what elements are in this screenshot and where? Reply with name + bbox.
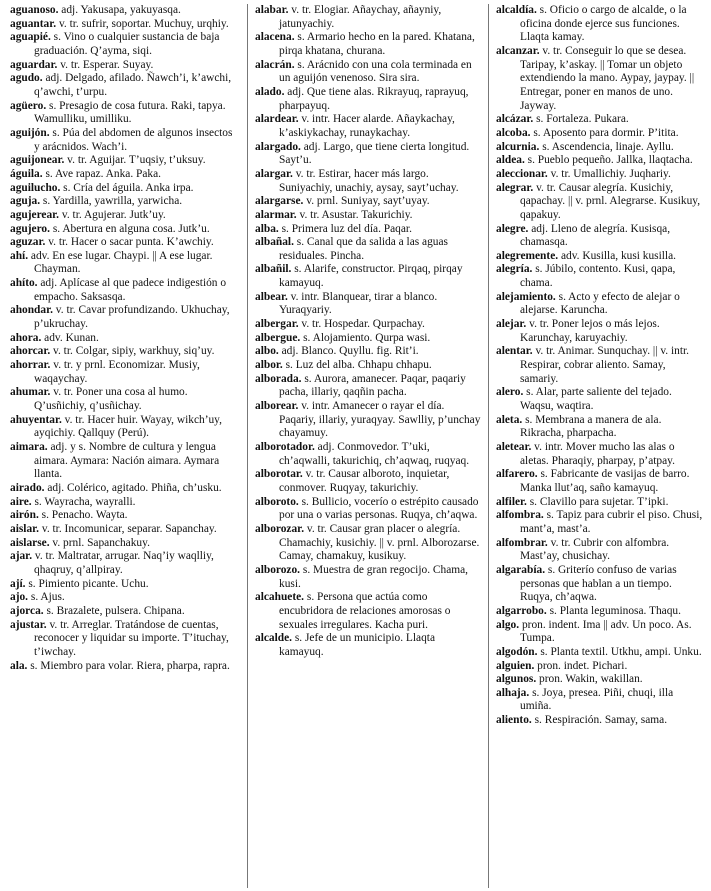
entry-headword: ahuyentar.: [10, 413, 62, 426]
entry-headword: alarmar.: [255, 208, 297, 221]
entry-headword: alborozar.: [255, 522, 305, 535]
dictionary-entry: [255, 236, 481, 263]
entry-definition: v. tr. Umallichiy. Juqhariy.: [547, 167, 671, 180]
entry-definition: s. Luz del alba. Chhapu chhapu.: [282, 359, 432, 372]
dictionary-entry: [255, 373, 481, 400]
dictionary-entry: [496, 345, 703, 386]
dictionary-entry: [255, 141, 481, 168]
entry-headword: ajo.: [10, 591, 29, 604]
entry-definition: v. tr. Aguijar. T’uqsiy, t’uksuy.: [64, 154, 206, 167]
entry-headword: airón.: [10, 509, 39, 522]
dictionary-entry: [10, 496, 240, 510]
entry-headword: alcalde.: [255, 632, 293, 645]
entry-definition: adj. Yakusapa, yakuyasqa.: [58, 4, 181, 16]
entry-definition: v. intr. Amanecer o rayar el día. Paqariy, illariy, yuraqyay. Sawlliy, p’unchay chayamuy.: [279, 400, 481, 440]
dictionary-entry: [10, 304, 240, 331]
entry-definition: v. intr. Mover mucho las alas o aletas. Pharaqiy, pharpay, p’atpay.: [520, 441, 675, 467]
entry-headword: ajar.: [10, 550, 33, 563]
entry-definition: s. Arácnido con una cola terminada en un aguijón venenoso. Sira sira.: [279, 58, 472, 85]
entry-definition: adj. Conmovedor. T’uki, ch’aqwalli, takurichiq, ch’aqwaq, ruqyaq.: [279, 441, 470, 467]
entry-definition: s. Pimiento picante. Uchu.: [25, 577, 149, 590]
dictionary-entry: [10, 332, 240, 346]
dictionary-entry: [10, 250, 240, 277]
entry-definition: s. Vino o cualquier sustancia de baja graduación. Q’ayma, siqi.: [34, 31, 220, 57]
entry-definition: s. Canal que da salida a las aguas residuales. Pincha.: [279, 236, 448, 262]
entry-headword: alfiler.: [496, 495, 527, 508]
entry-headword: aimara.: [10, 441, 48, 453]
dictionary-entry: [496, 660, 703, 674]
dictionary-entry: [496, 113, 703, 127]
dictionary-entry: [255, 496, 481, 523]
dictionary-entry: [10, 223, 240, 237]
entry-headword: alero.: [496, 386, 524, 399]
dictionary-entry: [10, 537, 240, 551]
entry-definition: v. tr. Estirar, hacer más largo. Suniyachiy, unachiy, aysay, sayt’uchay.: [279, 167, 459, 194]
entry-definition: s. Abertura en alguna cosa. Jutk’u.: [49, 222, 210, 235]
dictionary-entry: [496, 223, 703, 250]
entry-headword: alacrán.: [255, 58, 295, 71]
entry-headword: alegría.: [496, 263, 533, 276]
entry-definition: s. Cría del águila. Anka irpa.: [60, 181, 194, 194]
entry-headword: alcaldía.: [496, 4, 537, 16]
dictionary-entry: [10, 359, 240, 386]
dictionary-entry: [496, 673, 703, 687]
entry-headword: albor.: [255, 359, 283, 372]
entry-headword: albear.: [255, 290, 288, 303]
entry-headword: alardear.: [255, 113, 299, 126]
dictionary-entry: [255, 263, 481, 290]
dictionary-entry: [10, 127, 240, 154]
entry-headword: alegremente.: [496, 249, 559, 262]
entry-definition: v. intr. Blanquear, tirar a blanco. Yuraqyariy.: [279, 290, 438, 317]
entry-headword: alargado.: [255, 140, 301, 153]
dictionary-entry: [496, 496, 703, 510]
entry-definition: s. Armario hecho en la pared. Khatana, pirqa khatana, churana.: [279, 31, 475, 57]
dictionary-entry: [10, 660, 240, 674]
entry-definition: v. intr. Hacer alarde. Añaykachay, k’askiykachay, runaykachay.: [279, 113, 455, 139]
entry-headword: aliento.: [496, 714, 532, 727]
entry-headword: alcoba.: [496, 126, 531, 139]
dictionary-entry: [255, 4, 481, 31]
entry-definition: s. Planta leguminosa. Thaqu.: [546, 604, 681, 617]
entry-definition: s. Presagio de cosa futura. Raki, tapya. Wamulliku, umilliku.: [34, 99, 226, 126]
dictionary-entry: [10, 100, 240, 127]
entry-headword: alborozo.: [255, 563, 301, 576]
entry-definition: v. tr. Animar. Sunquchay. || v. intr. Respirar, cobrar aliento. Samay, samariy.: [520, 345, 690, 385]
entry-headword: algarrobo.: [496, 604, 547, 617]
entry-definition: v. tr. Elogiar. Añaychay, añayniy, jatunyachiy.: [279, 4, 442, 30]
entry-definition: adj. Delgado, afilado. Ñawch’i, k’awchi, q’awchi, t’urpu.: [34, 72, 232, 98]
dictionary-entry: [10, 72, 240, 99]
dictionary-entry: [10, 345, 240, 359]
dictionary-entry: [10, 619, 240, 660]
dictionary-entry: [496, 605, 703, 619]
entry-definition: v. tr. Arreglar. Tratándose de cuentas, reconocer y liquidar su importe. T’ituchay, t’iwchay.: [34, 618, 229, 658]
entry-headword: albañil.: [255, 263, 292, 276]
dictionary-entry: [10, 414, 240, 441]
entry-headword: algarabía.: [496, 563, 546, 576]
entry-headword: alcahuete.: [255, 591, 305, 604]
dictionary-entry: [255, 209, 481, 223]
dictionary-entry: [255, 468, 481, 495]
entry-headword: aguardar.: [10, 58, 58, 71]
entry-definition: v. tr. Agujerar. Jutk’uy.: [59, 208, 166, 221]
entry-headword: agujerear.: [10, 208, 60, 221]
entry-definition: s. Planta textil. Utkhu, ampi. Unku.: [537, 645, 702, 658]
entry-definition: s. Acto y efecto de alejar o alejarse. Karuncha.: [520, 290, 680, 317]
entry-headword: ahorrar.: [10, 359, 51, 372]
entry-headword: aislarse.: [10, 536, 50, 549]
entry-headword: alabar.: [255, 4, 289, 16]
entry-headword: albergue.: [255, 331, 301, 344]
entry-definition: adv. Kunan.: [41, 331, 99, 344]
entry-headword: alcanzar.: [496, 44, 540, 57]
entry-definition: v. tr. Asustar. Takurichiy.: [296, 208, 413, 221]
entry-headword: aguzar.: [10, 236, 46, 249]
dictionary-entry: [496, 168, 703, 182]
entry-definition: s. Ave rapaz. Anka. Paka.: [42, 167, 162, 180]
dictionary-entry: [10, 386, 240, 413]
dictionary-entry: [10, 209, 240, 223]
entry-headword: alboroto.: [255, 495, 299, 508]
entry-headword: agüero.: [10, 99, 47, 112]
dictionary-entry: [10, 18, 240, 32]
dictionary-entry: [255, 318, 481, 332]
entry-headword: alborada.: [255, 372, 302, 385]
dictionary-entry: [255, 591, 481, 632]
entry-headword: ahumar.: [10, 386, 51, 399]
entry-headword: ají.: [10, 577, 26, 590]
entry-headword: albañal.: [255, 236, 294, 249]
dictionary-entry: [255, 523, 481, 564]
entry-definition: s. Alar, parte saliente del tejado. Waqsu, waqtira.: [520, 386, 672, 413]
dictionary-entry: [255, 632, 481, 659]
entry-headword: alentar.: [496, 345, 533, 358]
entry-definition: s. Miembro para volar. Riera, pharpa, rapra.: [27, 659, 230, 672]
entry-headword: ajorca.: [10, 604, 44, 617]
entry-definition: v. tr. Poner una cosa al humo. Q’usñichiy, q’usñichay.: [34, 386, 188, 413]
dictionary-entry: [10, 591, 240, 605]
entry-definition: s. Yardilla, yawrilla, yarwicha.: [40, 195, 183, 208]
dictionary-entry: [255, 400, 481, 441]
entry-definition: s. Persona que actúa como encubridora de relaciones amorosas o sexuales irregulares. Kacha puri.: [279, 591, 451, 631]
dictionary-entry: [496, 250, 703, 264]
entry-definition: s. Bullicio, vocerío o estrépito causado por una o varias personas. Ruqya, ch’aqwa.: [279, 495, 479, 522]
entry-definition: s. Pueblo pequeño. Jallka, llaqtacha.: [524, 154, 693, 167]
entry-definition: v. tr. Causar alboroto, inquietar, conmover. Ruqyay, takurichiy.: [279, 468, 450, 494]
entry-definition: adv. Kusilla, kusi kusilla.: [558, 249, 676, 262]
entry-headword: alborotar.: [255, 468, 303, 481]
entry-definition: v. tr. Causar gran placer o alegría. Chamachiy, kusichiy. || v. prnl. Alborozarse. Camay, chamakuy, kusikuy.: [279, 522, 480, 563]
dictionary-entry: [255, 223, 481, 237]
entry-headword: aguja.: [10, 195, 41, 208]
dictionary-entry: [496, 646, 703, 660]
entry-headword: aleccionar.: [496, 167, 548, 180]
dictionary-entry: [10, 154, 240, 168]
entry-definition: s. Aposento para dormir. P’itita.: [530, 126, 679, 139]
entry-headword: alargarse.: [255, 195, 304, 208]
entry-definition: v. tr. y prnl. Economizar. Musiy, waqaychay.: [34, 359, 200, 385]
dictionary-entry: [496, 127, 703, 141]
entry-definition: s. Brazalete, pulsera. Chipana.: [43, 604, 185, 617]
dictionary-entry: [10, 482, 240, 496]
entry-definition: v. tr. Hacer o sacar punta. K’awchiy.: [45, 236, 214, 249]
entry-headword: alejar.: [496, 318, 527, 331]
dictionary-entry: [496, 414, 703, 441]
entry-definition: s. Jefe de un municipio. Llaqta kamayuq.: [279, 632, 435, 658]
entry-definition: v. tr. Esperar. Suyay.: [57, 58, 154, 71]
dictionary-entry: [496, 509, 703, 536]
entry-headword: agudo.: [10, 72, 43, 85]
entry-definition: v. tr. Cavar profundizando. Ukhuchay, p’ukruchay.: [34, 304, 230, 331]
dictionary-entry: [255, 441, 481, 468]
entry-headword: algo.: [496, 618, 520, 631]
dictionary-entry: [496, 441, 703, 468]
entry-definition: s. Púa del abdomen de algunos insectos y arácnidos. Wach’i.: [34, 126, 233, 153]
entry-headword: aguijón.: [10, 126, 50, 139]
entry-headword: ahondar.: [10, 304, 53, 317]
entry-definition: v. prnl. Sapanchakuy.: [49, 536, 150, 549]
entry-headword: agujero.: [10, 222, 50, 235]
dictionary-entry: [496, 154, 703, 168]
dictionary-entry: [10, 605, 240, 619]
dictionary-entry: [496, 318, 703, 345]
entry-headword: aguantar.: [10, 17, 57, 30]
entry-definition: s. Fabricante de vasijas de barro. Manka llut’aq, saño kamayuq.: [520, 468, 690, 494]
dictionary-entry: [10, 523, 240, 537]
entry-definition: v. tr. sufrir, soportar. Muchuy, urqhiy.: [56, 17, 229, 30]
dictionary-entry: [10, 441, 240, 482]
entry-definition: adj. Que tiene alas. Rikrayuq, raprayuq, pharpayuq.: [279, 85, 469, 112]
entry-headword: alargar.: [255, 167, 293, 180]
entry-headword: ahíto.: [10, 277, 38, 290]
dictionary-entry: [255, 359, 481, 373]
entry-definition: s. Primera luz del día. Paqar.: [278, 222, 412, 235]
entry-headword: ahorcar.: [10, 345, 51, 358]
dictionary-entry: [10, 509, 240, 523]
entry-definition: v. tr. Hacer huir. Wayay, wikch’uy, ayqichiy. Qallquy (Perú).: [34, 413, 222, 440]
entry-definition: adv. En ese lugar. Chaypi. || A ese lugar. Chayman.: [28, 249, 213, 276]
entry-definition: s. Aurora, amanecer. Paqar, paqariy pacha, illariy, qaqñin pacha.: [279, 372, 466, 399]
entry-headword: alborear.: [255, 400, 299, 413]
entry-headword: albo.: [255, 345, 279, 358]
dictionary-entry: [10, 195, 240, 209]
dictionary-entry: [255, 31, 481, 58]
entry-definition: v. tr. Cubrir con alfombra. Mast’ay, chusichay.: [520, 536, 670, 563]
dictionary-entry: [496, 687, 703, 714]
entry-headword: aguijonear.: [10, 154, 65, 167]
dictionary-entry: [10, 31, 240, 58]
entry-headword: aletear.: [496, 441, 532, 453]
dictionary-entry: [496, 263, 703, 290]
dictionary-entry: [10, 578, 240, 592]
entry-definition: s. Júbilo, contento. Kusi, qapa, chama.: [520, 263, 676, 290]
entry-headword: aguanoso.: [10, 4, 59, 16]
dictionary-entry: [255, 332, 481, 346]
entry-headword: ahí.: [10, 249, 29, 262]
entry-headword: alcurnia.: [496, 140, 540, 153]
entry-definition: s. Griterío confuso de varias personas que hablan a un tiempo. Ruqya, ch’aqwa.: [520, 563, 677, 604]
entry-headword: alborotador.: [255, 441, 315, 453]
dictionary-entry: [496, 564, 703, 605]
entry-definition: v. tr. Conseguir lo que se desea. Taripay, k’askay. || Tomar un objeto extendiendo la mano. Aypay, jaypay. || Entregar, poner en manos de uno. Jayway.: [520, 44, 695, 112]
entry-definition: pron. Wakin, wakillan.: [536, 673, 643, 686]
entry-headword: aleta.: [496, 413, 523, 426]
dictionary-entry: [255, 59, 481, 86]
entry-headword: alfombra.: [496, 509, 544, 522]
dictionary-entry: [10, 277, 240, 304]
entry-headword: alado.: [255, 85, 285, 98]
dictionary-entry: [10, 182, 240, 196]
entry-headword: airado.: [10, 481, 45, 494]
entry-definition: v. tr. Colgar, sipiy, warkhuy, siq’uy.: [50, 345, 215, 358]
entry-definition: s. Alarife, constructor. Pirqaq, pirqay kamayuq.: [279, 263, 463, 290]
entry-headword: ahora.: [10, 331, 42, 344]
dictionary-entry: [255, 168, 481, 195]
entry-definition: adj. Lleno de alegría. Kusisqa, chamasqa.: [520, 222, 671, 249]
dictionary-entry: [255, 291, 481, 318]
entry-definition: adj. y s. Nombre de cultura y lengua aimara. Aymara: Nación aimara. Aymara llanta.: [34, 441, 220, 481]
entry-definition: adj. Aplícase al que padece indigestión o empacho. Saksasqa.: [34, 277, 227, 303]
entry-headword: algodón.: [496, 645, 538, 658]
entry-headword: alhaja.: [496, 686, 530, 699]
entry-headword: alacena.: [255, 31, 295, 44]
entry-headword: alejamiento.: [496, 290, 556, 303]
dictionary-entry: [496, 714, 703, 728]
entry-definition: v. tr. Incomunicar, separar. Sapanchay.: [39, 522, 217, 535]
dictionary-page: [10, 4, 704, 888]
column-right: [488, 4, 703, 888]
dictionary-entry: [496, 468, 703, 495]
dictionary-entry: [10, 550, 240, 577]
entry-headword: alba.: [255, 222, 279, 235]
entry-definition: s. Clavillo para sujetar. T’ipki.: [526, 495, 669, 508]
entry-headword: alcázar.: [496, 113, 534, 126]
entry-headword: alegrar.: [496, 181, 534, 194]
dictionary-entry: [10, 59, 240, 73]
entry-headword: algunos.: [496, 673, 537, 686]
entry-definition: s. Penacho. Wayta.: [38, 509, 128, 522]
entry-definition: s. Membrana a manera de ala. Rikracha, pharpacha.: [520, 413, 662, 440]
dictionary-entry: [10, 168, 240, 182]
entry-definition: v. tr. Hospedar. Qurpachay.: [298, 318, 425, 331]
dictionary-entry: [496, 45, 703, 113]
dictionary-entry: [496, 291, 703, 318]
entry-definition: adj. Colérico, agitado. Phiña, ch’usku.: [44, 481, 222, 494]
dictionary-entry: [496, 141, 703, 155]
entry-headword: aire.: [10, 495, 32, 508]
entry-definition: v. prnl. Suniyay, sayt’uyay.: [303, 195, 430, 208]
entry-headword: alegre.: [496, 222, 529, 235]
entry-headword: alfombrar.: [496, 536, 548, 549]
entry-definition: adj. Largo, que tiene cierta longitud. Sayt’u.: [279, 140, 470, 167]
dictionary-entry: [255, 345, 481, 359]
entry-definition: s. Tapiz para cubrir el piso. Chusi, mant’a, mast’a.: [520, 509, 703, 535]
entry-definition: v. tr. Causar alegría. Kusichiy, qapachay. || v. prnl. Alegrarse. Kusikuy, qapakuy.: [520, 181, 701, 221]
entry-definition: s. Ascendencia, linaje. Ayllu.: [539, 140, 674, 153]
entry-definition: s. Joya, presea. Piñi, chuqi, illa umiña.: [520, 686, 674, 713]
dictionary-entry: [255, 113, 481, 140]
entry-definition: s. Ajus.: [28, 591, 65, 604]
entry-definition: s. Muestra de gran regocijo. Chama, kusi.: [279, 563, 469, 590]
entry-definition: s. Oficio o cargo de alcalde, o la oficina donde ejerce sus funciones. Llaqta kamay.: [520, 4, 687, 44]
dictionary-entry: [10, 236, 240, 250]
dictionary-entry: [496, 619, 703, 646]
dictionary-entry: [255, 564, 481, 591]
entry-headword: ajustar.: [10, 618, 47, 631]
dictionary-entry: [496, 182, 703, 223]
entry-definition: s. Respiración. Samay, sama.: [531, 714, 668, 727]
dictionary-entry: [496, 386, 703, 413]
entry-definition: adj. Blanco. Quyllu. fig. Rit’i.: [278, 345, 419, 358]
entry-headword: ala.: [10, 659, 28, 672]
entry-definition: v. tr. Maltratar, arrugar. Naq’iy waqlliy, qhaqruy, q’allpiray.: [32, 550, 214, 576]
dictionary-entry: [255, 195, 481, 209]
entry-headword: águila.: [10, 167, 43, 180]
dictionary-entry: [496, 537, 703, 564]
entry-headword: albergar.: [255, 318, 299, 331]
entry-definition: s. Alojamiento. Qurpa wasi.: [300, 331, 431, 344]
entry-headword: aldea.: [496, 154, 525, 167]
entry-definition: v. tr. Poner lejos o más lejos. Karunchay, karuyachiy.: [520, 318, 660, 344]
entry-definition: pron. indent. Ima || adv. Un poco. As. Tumpa.: [519, 618, 692, 645]
entry-headword: alfarero.: [496, 468, 538, 481]
column-left: [10, 4, 247, 888]
entry-headword: aislar.: [10, 522, 40, 535]
dictionary-entry: [496, 4, 703, 45]
entry-definition: s. Wayracha, wayralli.: [31, 495, 136, 508]
dictionary-entry: [255, 86, 481, 113]
entry-definition: s. Fortaleza. Pukara.: [533, 113, 629, 126]
entry-headword: aguapié.: [10, 31, 51, 44]
dictionary-entry: [10, 4, 240, 18]
entry-headword: alguien.: [496, 659, 535, 672]
entry-definition: pron. indet. Pichari.: [534, 659, 628, 672]
column-middle: [247, 4, 488, 888]
entry-headword: aguilucho.: [10, 181, 61, 194]
